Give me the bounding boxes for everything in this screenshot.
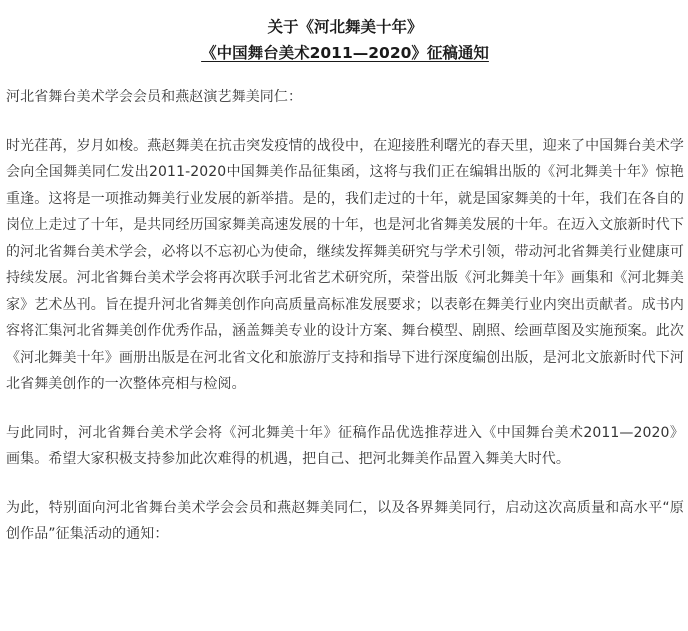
title-block — [6, 14, 684, 66]
notice-subtitle: 《中国舞台美术2011—2020》征稿通知 — [201, 44, 489, 62]
greeting-line: 河北省舞台美术学会会员和燕赵演艺舞美同仁： — [6, 89, 303, 105]
notice-title: 关于《河北舞美十年》 — [267, 18, 423, 36]
paragraph-1: 时光荏苒，岁月如梭。燕赵舞美在抗击突发疫情的战役中，在迎接胜利曙光的春天里，迎来了中国舞台美术学会向全国舞美同仁发出2011-2020中国舞美作品征集函，这将与我们正在编辑出版的《河北舞美十年》惊艳重逢。这将是一项推动舞美行业发展的新举措。是的，我们走过的十年，就是国家舞美的十年，我们在各自的岗位上走过了十年，是共同经历国家舞美高速发展的十年，也是河北省舞美发展的十年。在迈入文旅新时代下的河北省舞台美术学会，必将以不忘初心为使命，继续发挥舞美研究与学术引领，带动河北省舞美行业健康可持续发展。河北省舞台美术学会将再次联手河北省艺术研究所，荣誉出版《河北舞美十年》画集和《河北舞美家》艺术丛刊。旨在提升河北省舞美创作向高质量高标准发展要求；以表彰在舞美行业内突出贡献者。成书内容将汇集河北省舞美创作优秀作品，涵盖舞美专业的设计方案、舞台模型、剧照、绘画草图及实施预案。此次《河北舞美十年》画册出版是在河北省文化和旅游厅支持和指导下进行深度编创出版，是河北文旅新时代下河北省舞美创作的一次整体亮相与检阅。 — [6, 137, 684, 392]
paragraph-3: 为此，特别面向河北省舞台美术学会会员和燕赵舞美同仁，以及各界舞美同行，启动这次高质量和高水平“原创作品”征集活动的通知： — [6, 499, 684, 542]
paragraph-2: 与此同时，河北省舞台美术学会将《河北舞美十年》征稿作品优选推荐进入《中国舞台美术2011—2020》画集。希望大家积极支持参加此次难得的机遇，把自己、把河北舞美作品置入舞美大时代。 — [6, 424, 684, 467]
